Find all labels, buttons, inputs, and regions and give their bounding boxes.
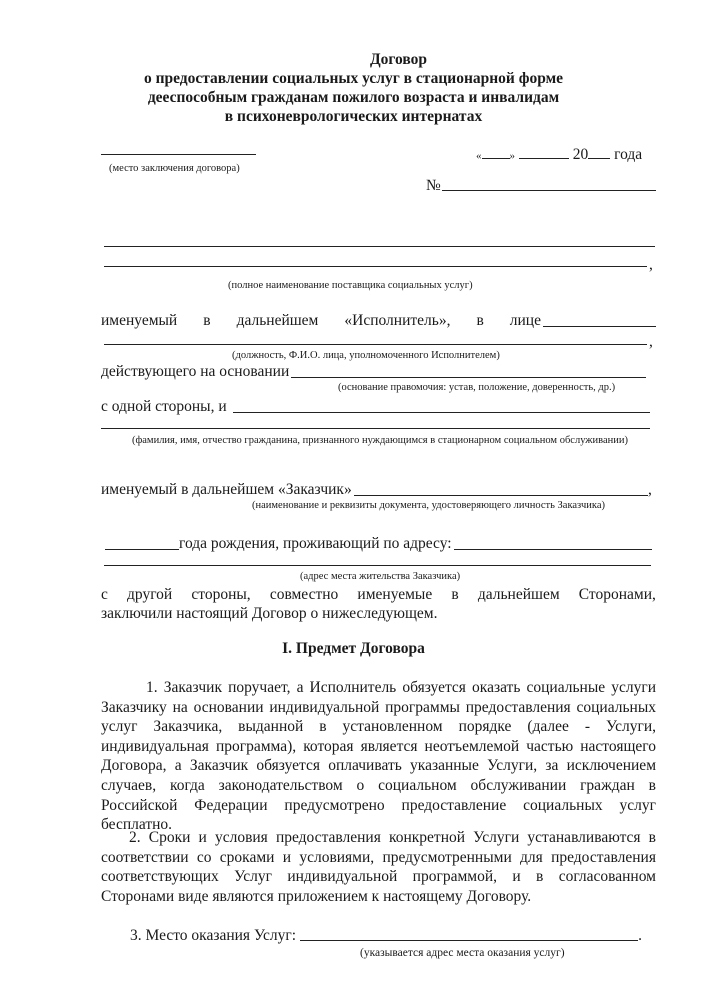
person-comma: , bbox=[649, 333, 653, 350]
paragraph-3-row bbox=[130, 926, 642, 945]
acting-basis-row bbox=[101, 362, 646, 381]
provider-name-field-2[interactable] bbox=[104, 266, 647, 267]
acting-basis-field[interactable] bbox=[291, 362, 646, 378]
period: . bbox=[638, 927, 642, 944]
address-caption: (адрес места жительства Заказчика) bbox=[300, 571, 461, 582]
word: с bbox=[101, 586, 108, 603]
birth-address-row bbox=[105, 534, 652, 553]
contract-date bbox=[476, 145, 642, 166]
contract-subtitle-line-3: в психоневрологических интернатах bbox=[224, 108, 483, 125]
word: стороны, bbox=[191, 586, 251, 603]
executor-representative-field[interactable] bbox=[543, 311, 656, 327]
word: другой bbox=[127, 586, 173, 603]
provider-comma: , bbox=[649, 256, 653, 273]
place-of-conclusion-field[interactable] bbox=[101, 154, 256, 155]
executor-label: «Исполнитель», bbox=[344, 312, 451, 329]
contract-title: Договор bbox=[369, 51, 428, 68]
word: в bbox=[203, 312, 211, 329]
customer-label: именуемый в дальнейшем «Заказчик» bbox=[101, 481, 352, 498]
word: именуемые bbox=[357, 586, 433, 603]
customer-caption: (наименование и реквизиты документа, удостоверяющего личность Заказчика) bbox=[252, 500, 605, 511]
date-day-field[interactable] bbox=[482, 146, 510, 159]
birth-address-label: года рождения, проживающий по адресу: bbox=[179, 535, 452, 552]
place-of-service-field[interactable] bbox=[300, 926, 638, 941]
number-sign: № bbox=[426, 177, 441, 194]
paragraph-2: 2. Сроки и условия предоставления конкретной Услуги устанавливаются в соответствии со сроками и условиями, предусмотренными для предоставления соответствующих Услуг индивидуальной программой, и в согласованном Сторонами виде являются приложением к настоящему Договору. bbox=[101, 829, 656, 905]
one-side-label: с одной стороны, и bbox=[101, 398, 227, 415]
word: совместно bbox=[269, 586, 339, 603]
other-side-row bbox=[101, 585, 656, 604]
customer-document-field[interactable] bbox=[354, 480, 648, 496]
date-quote-close: » bbox=[509, 150, 515, 162]
word: в bbox=[451, 586, 459, 603]
acting-basis-caption: (основание правомочия: устав, положение, доверенность, др.) bbox=[338, 382, 616, 393]
date-quote-open: « bbox=[476, 150, 482, 162]
other-side-line-2: заключили настоящий Договор о нижеследующем. bbox=[101, 605, 438, 622]
customer-comma: , bbox=[648, 481, 652, 498]
contract-subtitle-line-2: дееспособным гражданам пожилого возраста и инвалидам bbox=[147, 89, 560, 106]
place-of-service-label: 3. Место оказания Услуг: bbox=[130, 927, 297, 944]
word: Сторонами, bbox=[578, 586, 656, 603]
named-executor-row bbox=[101, 311, 656, 330]
citizen-name-field-1[interactable] bbox=[233, 397, 650, 413]
named-customer-row bbox=[101, 480, 648, 499]
paragraph-1: 1. Заказчик поручает, а Исполнитель обязуется оказать социальные услуги Заказчику на основании индивидуальной программы предоставления социальных услуг Заказчика, выданной в установленном порядке (далее - Услуги, индивидуальная программа), которая является неотъемлемой частью настоящего Договора, а Заказчик обязуется оплачивать указанные Услуги, за исключением случаев, когда законодательством о социальном обслуживании граждан в Российской Федерации предусмотрено предоставление социальных услуг бесплатно. bbox=[101, 679, 656, 834]
word: дальнейшем bbox=[477, 586, 560, 603]
date-month-field[interactable] bbox=[519, 146, 569, 159]
contract-subtitle-line-1: о предоставлении социальных услуг в стационарной форме bbox=[143, 70, 564, 87]
birth-year-field[interactable] bbox=[105, 534, 179, 550]
provider-caption: (полное наименование поставщика социальных услуг) bbox=[228, 280, 473, 291]
address-field-1[interactable] bbox=[454, 534, 652, 550]
place-of-conclusion-caption: (место заключения договора) bbox=[109, 163, 240, 174]
one-side-row bbox=[101, 397, 650, 416]
date-year-prefix: 20 bbox=[572, 146, 589, 163]
citizen-caption: (фамилия, имя, отчество гражданина, признанного нуждающимся в стационарном социальном обслуживании) bbox=[131, 435, 629, 446]
representative-position-field[interactable] bbox=[104, 344, 647, 345]
acting-basis-label: действующего на основании bbox=[101, 363, 290, 380]
date-year-field[interactable] bbox=[588, 146, 610, 159]
contract-number-field[interactable] bbox=[442, 190, 656, 191]
provider-name-field-1[interactable] bbox=[104, 246, 655, 247]
person-caption: (должность, Ф.И.О. лица, уполномоченного Исполнителем) bbox=[232, 350, 500, 361]
citizen-name-field-2[interactable] bbox=[101, 428, 650, 429]
date-year-suffix: года bbox=[614, 146, 643, 163]
place-of-service-caption: (указывается адрес места оказания услуг) bbox=[360, 947, 565, 959]
word: в bbox=[476, 312, 484, 329]
address-field-2[interactable] bbox=[104, 565, 651, 566]
word: именуемый bbox=[101, 312, 178, 329]
word: дальнейшем bbox=[236, 312, 319, 329]
word: лице bbox=[509, 312, 541, 329]
section-1-heading: I. Предмет Договора bbox=[282, 640, 425, 657]
